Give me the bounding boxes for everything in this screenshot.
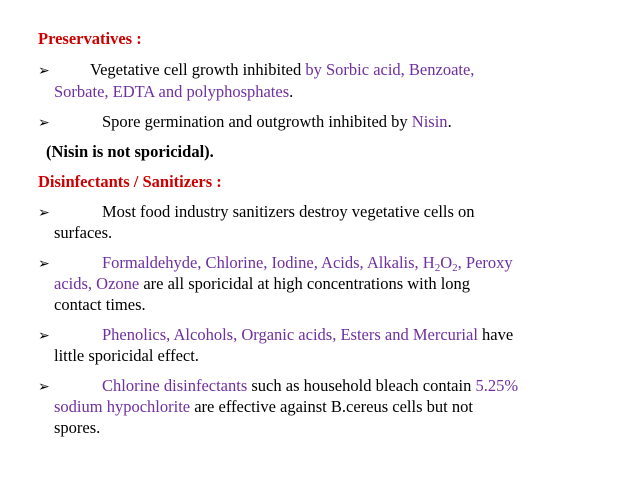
arrow-bullet-icon: ➢ <box>38 64 50 79</box>
arrow-bullet-icon: ➢ <box>38 380 50 395</box>
disinfectants-bullet-2: ➢ Formaldehyde, Chlorine, Iodine, Acids, Alkalis, $H_2O_2$, Peroxy <box>38 253 513 274</box>
preservatives-bullet-1: ➢ Vegetative cell growth inhibited by Sorbic acid, Benzoate, <box>38 59 618 82</box>
disinfectants-bullet-1: ➢ Most food industry sanitizers destroy vegetative cells on <box>38 201 618 224</box>
disinfectants-bullet-3: ➢ Phenolics, Alcohols, Organic acids, Esters and Mercurial have <box>38 324 618 347</box>
disinfectants-bullet-2-cont2: contact times. <box>54 295 146 314</box>
nisin-note: (Nisin is not sporicidal). <box>46 142 214 161</box>
disinfectants-bullet-2-cont: acids, Ozone are all sporicidal at high concentrations with long <box>54 274 471 293</box>
arrow-bullet-icon: ➢ <box>38 257 50 272</box>
disinfectants-bullet-4: ➢ Chlorine disinfectants such as household bleach contain 5.25% <box>38 375 618 398</box>
disinfectants-bullet-4-cont2: spores. <box>54 418 101 437</box>
arrow-bullet-icon: ➢ <box>38 116 50 131</box>
disinfectants-bullet-1-cont: surfaces. <box>54 223 113 242</box>
preservatives-bullet-1-cont: Sorbate, EDTA and polyphosphates. <box>54 82 294 101</box>
preservatives-heading: Preservatives : <box>38 29 142 48</box>
arrow-bullet-icon: ➢ <box>38 329 50 344</box>
disinfectants-heading: Disinfectants / Sanitizers : <box>38 172 222 191</box>
disinfectants-bullet-3-cont: little sporicidal effect. <box>54 346 199 365</box>
disinfectants-bullet-4-cont: sodium hypochlorite are effective against B.cereus cells but not <box>54 397 473 416</box>
preservatives-bullet-2: ➢ Spore germination and outgrowth inhibited by Nisin. <box>38 111 618 134</box>
arrow-bullet-icon: ➢ <box>38 206 50 221</box>
